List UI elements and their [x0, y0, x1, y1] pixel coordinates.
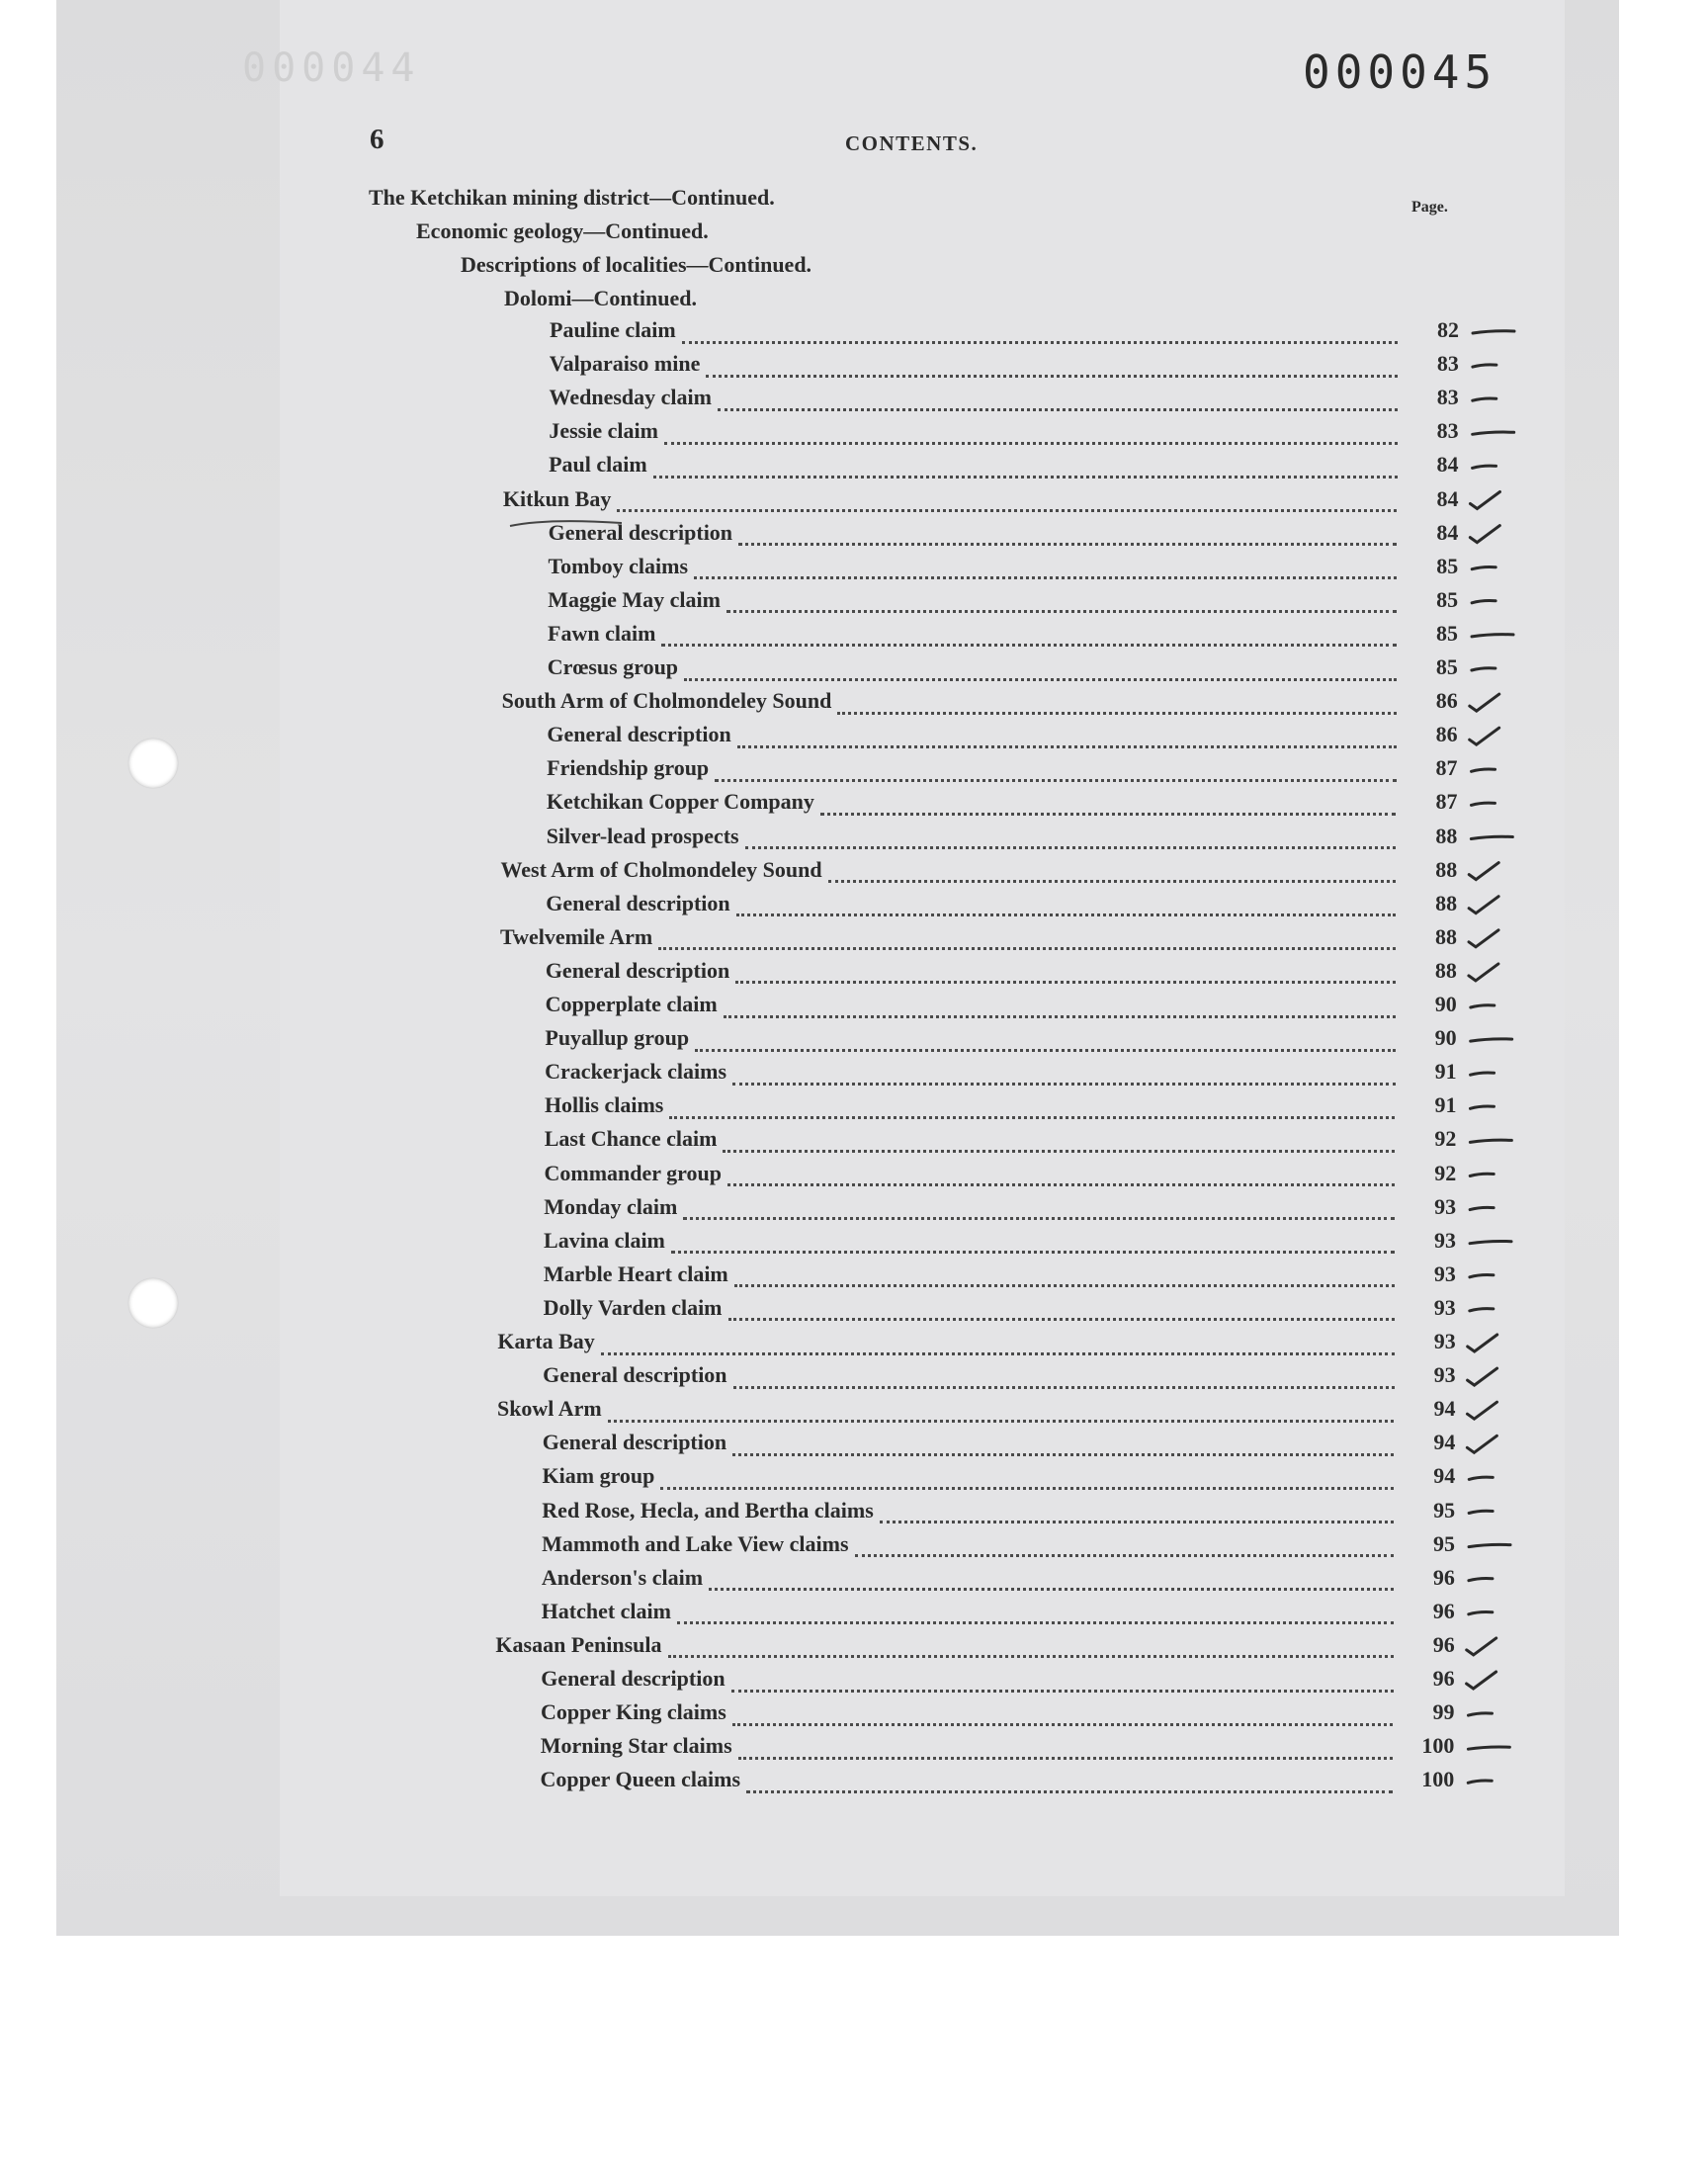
dash-mark-icon [1471, 1073, 1494, 1075]
dash-mark-icon [1470, 1309, 1494, 1311]
dash-mark-icon [1472, 769, 1495, 771]
toc-entry-title: South Arm of Cholmondeley Sound [501, 688, 832, 714]
ghost-stamp-number: 000044 [242, 45, 421, 91]
toc-entry-title: Paul claim [549, 452, 647, 478]
dash-mark-icon [1469, 1612, 1493, 1614]
dash-mark-icon [1468, 1713, 1492, 1715]
dash-mark-icon [1473, 466, 1496, 468]
toc-entry-page: 91 [1434, 1092, 1457, 1118]
toc-entry-title: General description [546, 890, 730, 915]
toc-entry-title: Kasaan Peninsula [495, 1631, 662, 1657]
toc-entry-page: 93 [1433, 1362, 1456, 1388]
dash-mark-icon [1470, 1207, 1494, 1209]
toc-entry-page: 93 [1433, 1294, 1456, 1320]
toc-entry-page: 84 [1436, 519, 1459, 545]
toc-entry-title: Ketchikan Copper Company [546, 789, 814, 815]
toc-entry-title: Hatchet claim [541, 1598, 671, 1623]
dash-mark-icon [1469, 1511, 1493, 1513]
check-mark-icon [1469, 897, 1498, 914]
dash-mark-icon [1468, 1781, 1492, 1783]
toc-entry-title: Copper King claims [540, 1699, 726, 1725]
dash-mark-icon [1469, 1544, 1510, 1546]
toc-entry-title: General description [542, 1430, 727, 1455]
toc-entry-page: 93 [1433, 1329, 1456, 1353]
check-mark-icon [1467, 1672, 1496, 1689]
toc-entry-title: Commander group [544, 1160, 722, 1185]
toc-entry-title: Lavina claim [544, 1227, 665, 1253]
toc-entry-page: 85 [1436, 586, 1459, 612]
toc-entry-title: Kitkun Bay [502, 485, 612, 511]
toc-entry-title: Pauline claim [550, 317, 676, 342]
toc-entry-page: 87 [1435, 755, 1458, 781]
toc-entry-page: 86 [1435, 688, 1458, 714]
toc-entry-title: Morning Star claims [540, 1733, 732, 1759]
dash-mark-icon [1472, 668, 1495, 670]
continued-heading-localities: Descriptions of localities—Continued. [461, 252, 812, 277]
toc-entry-title: Marble Heart claim [543, 1261, 728, 1286]
continued-heading-district: The Ketchikan mining district—Continued. [369, 185, 775, 210]
toc-entry-page: 85 [1436, 553, 1459, 578]
toc-entry-page: 86 [1435, 722, 1458, 747]
toc-entry-title: General description [545, 957, 730, 983]
toc-entry-page: 88 [1435, 856, 1458, 882]
toc-entry-page: 96 [1432, 1631, 1455, 1657]
dash-mark-icon [1469, 1578, 1493, 1580]
toc-entry-page: 95 [1433, 1530, 1456, 1556]
toc-entry-title: Valparaiso mine [549, 351, 701, 377]
toc-entry-title: West Arm of Cholmondeley Sound [500, 856, 822, 882]
toc-entry-page: 87 [1435, 789, 1458, 815]
toc-entry-page: 88 [1435, 823, 1458, 848]
toc-entry-title: General description [543, 1362, 727, 1388]
continued-heading-dolomi: Dolomi—Continued. [504, 286, 697, 310]
page-column-header: Page. [1411, 199, 1448, 216]
check-mark-icon [1470, 694, 1499, 711]
check-mark-icon [1467, 1402, 1496, 1419]
toc-entry-page: 85 [1435, 654, 1458, 679]
toc-entry-title: Silver-lead prospects [546, 823, 739, 848]
dash-mark-icon [1472, 566, 1495, 568]
toc-entry-page: 82 [1437, 317, 1459, 342]
toc-entry-page: 92 [1434, 1126, 1457, 1152]
check-mark-icon [1470, 526, 1499, 543]
toc-entry-page: 93 [1434, 1227, 1457, 1253]
toc-entry-title: Twelvemile Arm [500, 923, 653, 949]
continued-heading-geology: Economic geology—Continued. [416, 218, 709, 243]
toc-entry-page: 90 [1434, 992, 1457, 1016]
toc-entry-page: 88 [1434, 957, 1457, 983]
page-number: 6 [370, 124, 384, 155]
dash-mark-icon [1471, 1005, 1494, 1007]
toc-entry-title: Tomboy claims [548, 553, 689, 578]
toc-entry-title: Crœsus group [547, 654, 679, 679]
toc-entry-page: 85 [1436, 620, 1458, 646]
toc-entry-page: 91 [1434, 1059, 1457, 1085]
toc-entry-page: 84 [1436, 452, 1459, 478]
toc-entry-title: Copper Queen claims [540, 1767, 741, 1792]
dash-mark-icon [1471, 803, 1494, 805]
toc-entry-page: 88 [1435, 923, 1457, 949]
dash-mark-icon [1470, 1275, 1494, 1277]
toc-entry-title: Fawn claim [548, 620, 656, 646]
toc-entry-title: Hollis claims [544, 1092, 664, 1118]
toc-entry-page: 83 [1436, 351, 1459, 377]
kitkun-bay-underline [508, 516, 627, 530]
toc-entry-page: 88 [1435, 890, 1458, 915]
toc-entry-page: 84 [1436, 485, 1459, 511]
toc-entry-title: Dolly Varden claim [543, 1294, 723, 1320]
check-mark-icon [1470, 492, 1499, 509]
dash-mark-icon [1473, 432, 1514, 434]
toc-entry-page: 96 [1432, 1564, 1455, 1590]
dash-mark-icon [1471, 836, 1512, 838]
toc-entry-title: Red Rose, Hecla, and Bertha claims [542, 1497, 874, 1522]
dash-mark-icon [1473, 331, 1514, 333]
dash-mark-icon [1468, 1747, 1509, 1749]
toc-entry-page: 83 [1436, 385, 1459, 410]
dash-mark-icon [1472, 635, 1513, 637]
toc-entry-title: Kiam group [542, 1463, 655, 1489]
toc-entry-page: 94 [1433, 1463, 1456, 1489]
toc-entry-page: 93 [1433, 1261, 1456, 1286]
check-mark-icon [1468, 1368, 1497, 1385]
dash-mark-icon [1471, 1039, 1512, 1041]
dash-mark-icon [1470, 1106, 1494, 1108]
toc-entry-page: 99 [1432, 1699, 1455, 1725]
toc-entry-title: Wednesday claim [549, 385, 712, 410]
toc-entry-page: 93 [1434, 1193, 1457, 1219]
toc-entry-page: 100 [1421, 1733, 1455, 1759]
toc-entry-page: 90 [1434, 1025, 1457, 1051]
toc-entry-page: 96 [1432, 1598, 1455, 1623]
dash-mark-icon [1473, 398, 1496, 400]
dash-mark-icon [1472, 601, 1495, 603]
dash-mark-icon [1473, 365, 1496, 367]
contents-title: CONTENTS. [845, 131, 979, 155]
toc-entry-title: Puyallup group [545, 1025, 690, 1051]
dash-mark-icon [1469, 1477, 1493, 1479]
toc-entry-title: Copperplate claim [545, 992, 718, 1016]
toc-entry-title: Maggie May claim [548, 586, 721, 612]
toc-entry-page: 96 [1432, 1666, 1455, 1691]
toc-entry-title: Last Chance claim [544, 1126, 718, 1152]
check-mark-icon [1467, 1436, 1496, 1452]
check-mark-icon [1469, 930, 1498, 947]
dash-mark-icon [1470, 1140, 1511, 1142]
toc-entry-page: 83 [1436, 418, 1459, 444]
toc-entry-page: 100 [1421, 1767, 1455, 1792]
toc-entry-title: Anderson's claim [541, 1564, 704, 1590]
dash-mark-icon [1470, 1241, 1511, 1243]
toc-entry-title: General description [548, 519, 733, 545]
toc-entry-title: General description [547, 722, 731, 747]
toc-entry-title: General description [541, 1666, 726, 1691]
toc-entry-title: Skowl Arm [496, 1396, 602, 1422]
toc-entry-page: 92 [1434, 1160, 1457, 1185]
check-mark-icon [1467, 1638, 1496, 1655]
toc-entry-title: Karta Bay [497, 1329, 595, 1353]
toc-entry-page: 95 [1433, 1497, 1456, 1522]
check-mark-icon [1469, 964, 1498, 981]
toc-entry-title: Mammoth and Lake View claims [542, 1530, 849, 1556]
toc-entry-title: Monday claim [544, 1193, 678, 1219]
dash-mark-icon [1470, 1174, 1494, 1175]
toc-entry-title: Crackerjack claims [545, 1059, 727, 1085]
toc-entry-page: 94 [1433, 1396, 1456, 1422]
check-mark-icon [1468, 1335, 1497, 1351]
check-mark-icon [1469, 863, 1498, 880]
toc-entry-title: Jessie claim [549, 418, 658, 444]
toc-entry-title: Friendship group [547, 755, 710, 781]
check-mark-icon [1470, 728, 1499, 744]
stamp-number: 000045 [1303, 45, 1497, 99]
toc-entry-page: 94 [1433, 1430, 1456, 1455]
